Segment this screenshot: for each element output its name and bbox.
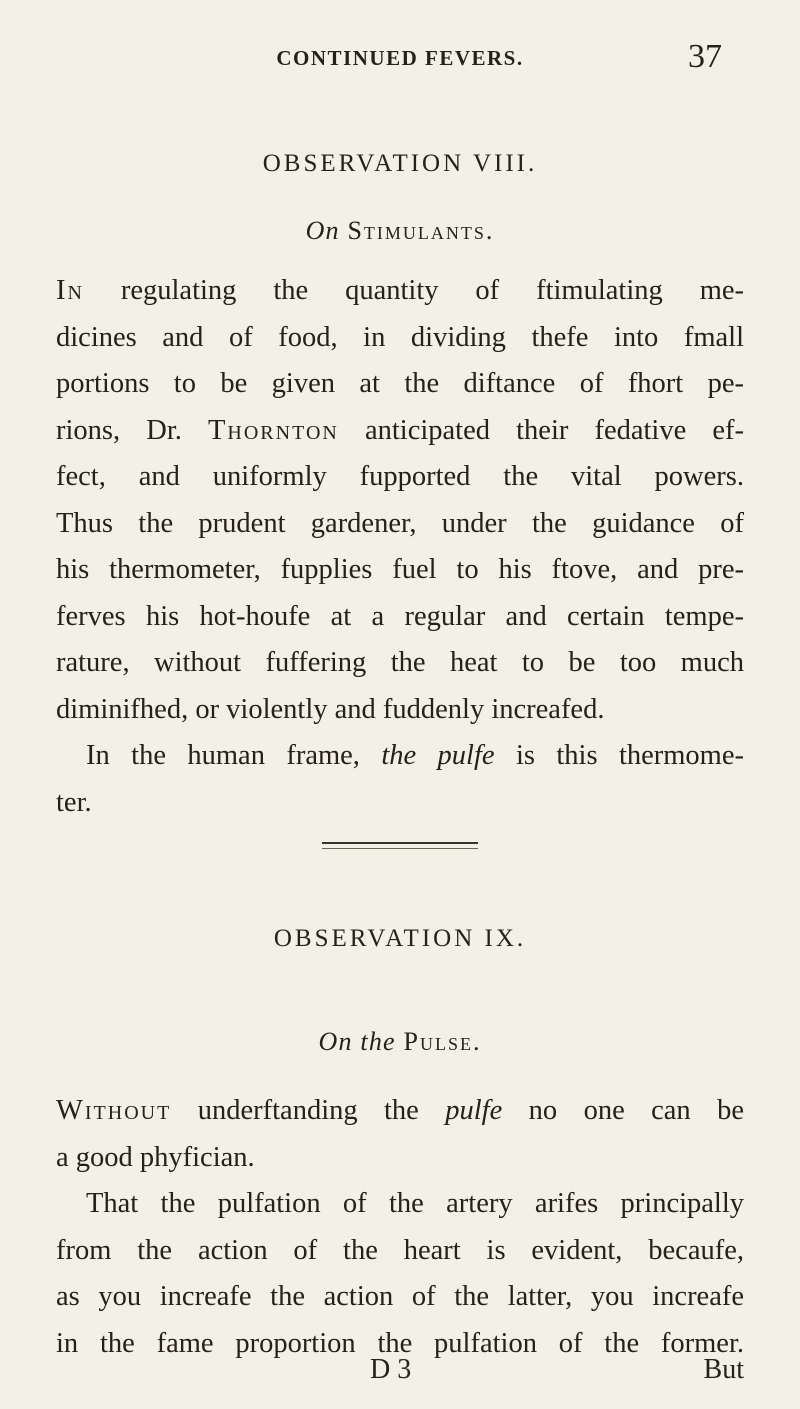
text-line: fect, and uniformly fupported the vital powers.	[56, 461, 744, 492]
text-line	[56, 733, 744, 780]
subheading-main: Stimulants.	[347, 216, 495, 245]
text-line: dicines and of food, in dividing thefe into fmall	[56, 321, 744, 353]
section-subheading-stimulants	[0, 216, 800, 246]
text-line: from the action of the heart is evident, becaufe,	[56, 1234, 744, 1266]
drop-word: In	[56, 275, 84, 306]
subheading-prefix: On	[305, 216, 340, 245]
text-line: rature, without fuffering the heat to be too much	[56, 647, 744, 678]
line-text: is this thermome-	[494, 740, 744, 771]
subheading-prefix: On the	[318, 1027, 396, 1056]
text-line: his thermometer, fupplies fuel to his ftove, and pre-	[56, 554, 744, 585]
section-heading-observation-ix: OBSERVATION IX.	[273, 925, 527, 952]
text-line: portions to be given at the diftance of fhort pe-	[56, 368, 744, 399]
page-number: 37	[688, 38, 722, 75]
running-head: CONTINUED FEVERS.	[276, 46, 524, 70]
subheading-main: Pulse.	[403, 1027, 482, 1056]
text-line: in the fame proportion the pulfation of the former.	[56, 1327, 744, 1359]
italic-term: the pulfe	[381, 740, 495, 771]
line-text: regulating the quantity of ftimulating me-	[83, 275, 744, 306]
section-subheading-pulse	[0, 1027, 800, 1057]
section-divider	[322, 842, 478, 844]
line-text: underftanding the	[171, 1095, 446, 1126]
text-line: a good phyfician.	[56, 1141, 255, 1173]
person-name: Thornton	[208, 414, 339, 446]
signature-mark: D 3	[370, 1354, 412, 1385]
text-line: ferves his hot-houfe at a regular and certain tempe-	[56, 600, 744, 632]
text-line: That the pulfation of the artery arifes principally	[86, 1188, 744, 1219]
paragraph-pulse	[56, 1088, 744, 1367]
line-text: rions, Dr.	[56, 414, 209, 446]
text-line	[56, 408, 744, 455]
text-line	[56, 268, 744, 315]
section-heading-observation-viii: OBSERVATION VIII.	[262, 150, 538, 177]
text-line: Thus the prudent gardener, under the guidance of	[56, 507, 744, 539]
section-divider-thin	[322, 848, 478, 849]
text-line	[56, 1088, 744, 1135]
line-text: In the human frame,	[86, 740, 382, 771]
text-line: as you increafe the action of the latter, you increafe	[56, 1281, 744, 1312]
italic-term: pulfe	[445, 1095, 503, 1126]
paragraph-stimulants	[56, 268, 744, 826]
catchword: But	[703, 1354, 744, 1385]
text-line: diminifhed, or violently and fuddenly increafed.	[56, 693, 605, 725]
drop-word: Without	[56, 1095, 172, 1126]
line-text: no one can be	[502, 1095, 744, 1126]
line-text: anticipated their fedative ef-	[338, 414, 745, 446]
text-line: ter.	[56, 786, 92, 818]
